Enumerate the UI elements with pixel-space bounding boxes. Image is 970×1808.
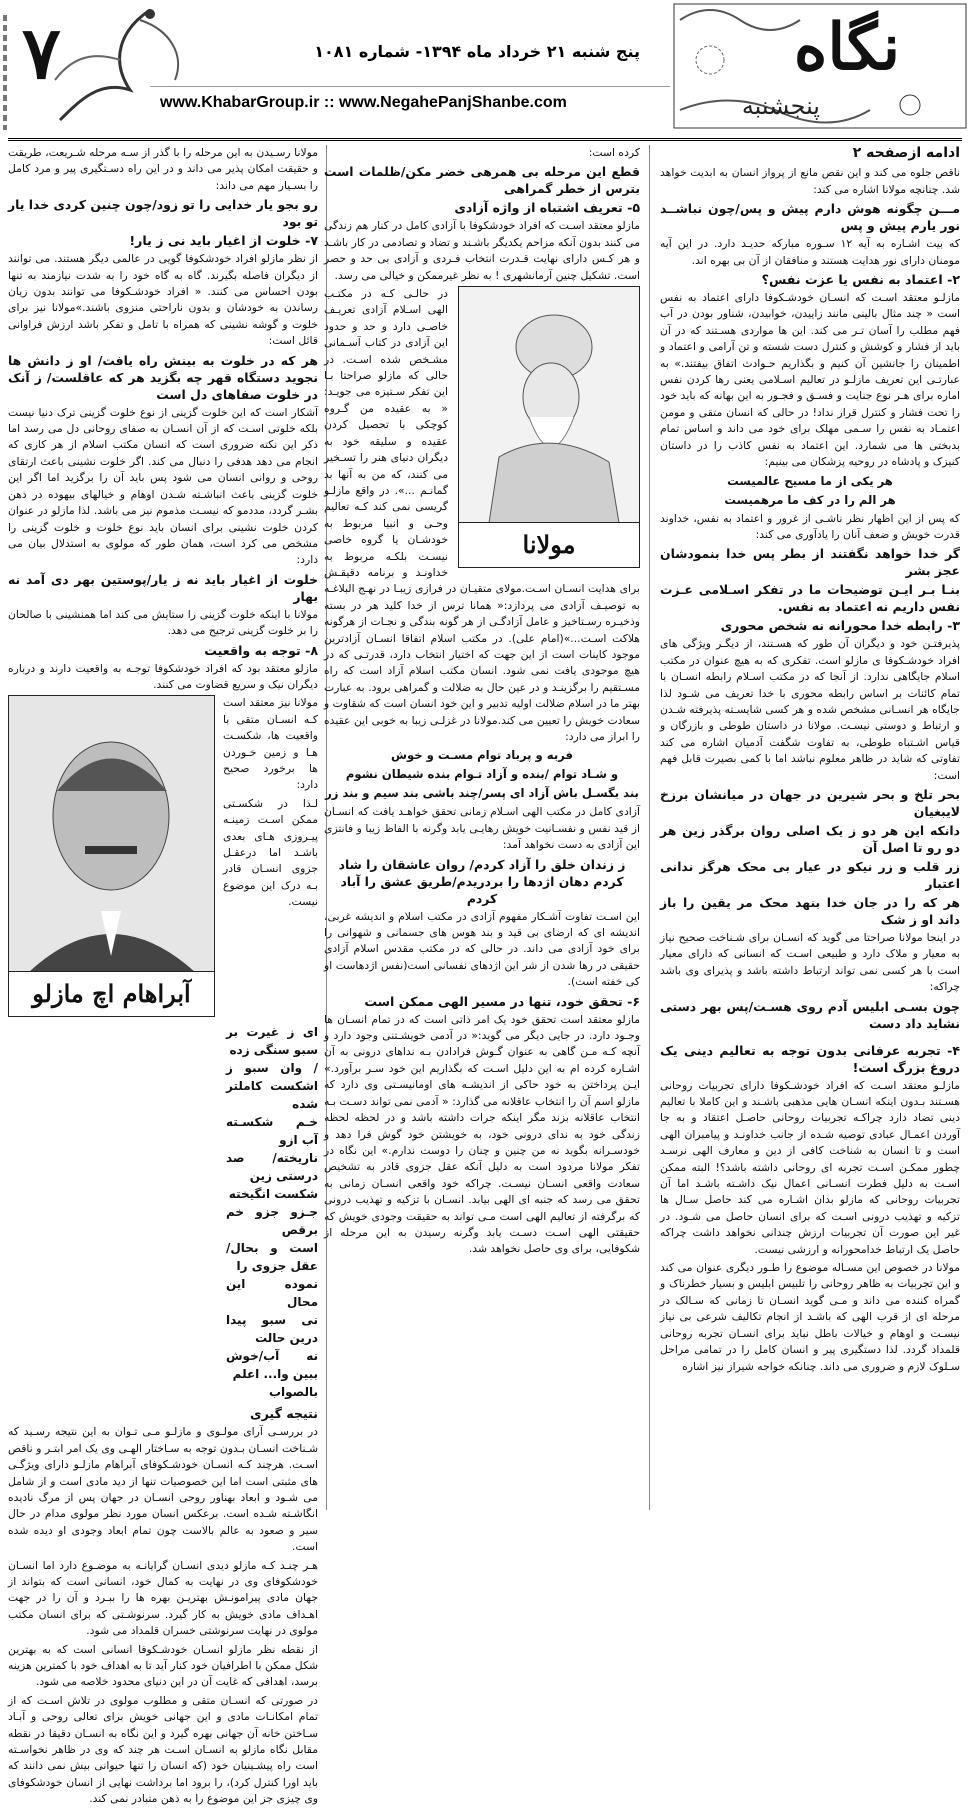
paragraph: مولانا نیز معتقد است کـه انسـان متقی با واقعیت ها، شکسـت هـا و زمین خـوردن ها برخورد صحیح دارد: xyxy=(223,696,318,792)
verse: رو بجو یار خدایی را تو زود/چون چنین کردی خدا یار تو بود xyxy=(8,197,318,230)
verse-line: خـم شکسـته آب ازو xyxy=(226,1115,318,1148)
section-heading: ۵- تعریف اشتباه از واژه آزادی xyxy=(454,200,640,216)
page-number: ۷ xyxy=(22,10,61,95)
column-left xyxy=(8,145,318,1806)
verse-line: نموده این محال xyxy=(226,1277,318,1310)
paragraph: مازلو معتقد است تحقق خود یک امر ذاتی است که در تمام انسـان ها وجـود دارد. در جایی دیگر می گوید:« در آدمی خویشـتنی وجود دارد و آنچه کـه مـن گاهی به عنوان گـوش فرادادن بـه نداهای درونی به آن اشـاره کرده ام به این دلیل اسـت که بگذاریم این خود سـر برآورد.» ایـن پرداختن به خود حاکی از اندیشـه های اومانیسـتی وی دارد که مازلو اسم آن را انتخاب عاقلانه می گذارد: « آدمی نمی تواند دسـت بـه انتخاب عاقلانه بزند مگر اینکه جرات داشته باشد و در لحظه لحظه زندگی خود به ندای درونی خود، به خویشتن خود گوش فرا دهد و خودسـرانه بگوید نه من چنین و چنان را دوست ندارم.» این نگاه در تفکر مولانا مردود است به دلیل آنکه عقل جزوی قادر به تشخیص سعادت واقعی انسـان نیسـت. چراکه خود واقعی انسـان زمانی به تحقق می رسد که جنبه ای الهی بیابد. انسـان با تزکیه و تهذیب درونی که برگرفته از تعالیم الهی است مـی تواند به حقیقت وجودی خویش که حقیقتی الهی اسـت دسـت یابد وگرنه رسیدن به این مرحله از شکوفایی، برای وی حاصل نخواهد شد. xyxy=(324,1012,640,1256)
paragraph: در اینجا مولانا صراحتا می گوید که انسـان برای شـناخت صحیح نیاز به معیار و ملاک دارد و طبیعی اسـت که انسانی که دارای معیار است با هر کسی نمی تواند ارتباط داشته باشد و پذیرای وی باشد چراکه: xyxy=(660,930,960,994)
paragraph: مولانا رسـیدن به این مرحله را با گذر از سـه مرحله شـریعت، طریقت و حقیقت امکان پذیر می داند و در این راه دسـتگیری پیر و مرد کامل را بسـیار مهم می داند: xyxy=(8,146,318,192)
paragraph: در صورتی که انسـان متقی و مطلوب مولوی در تلاش اسـت که از تمام امکانـات مادی و این جهانی خویش برای تعالی روحی و آبـاد سـاختن خانه آن جهانی بهره گیرد و این نگاه به انسـان دقیقا در نقطه مقابل نگاه مازلو به انسـان اسـت هر چند که وی در ظاهر نخواسـته است راه پیشـینیان خود (که انسان را تنها حیوانی بیش نمی دانند که باید اورا کنترل کرد)، را برود اما برداشت نهایی از انسان خودشکوفای وی چیزی جز این موضوع را به ذهن متبادر نمی کند. xyxy=(8,1693,318,1806)
verse: هر که در خلوت به بینش راه یافت/ او ز دانش ها نجوید دستگاه قهر چه بگزید هر که عاقلست/ ز آنک در خلوت صفاهای دل است xyxy=(8,352,318,402)
section-heading: نتیجه گیری xyxy=(250,1406,318,1422)
masthead-divider xyxy=(8,138,962,141)
paragraph: در حالـی کـه در مکتـب الهی اسـلام آزادی تعریـف خاصـی دارد و حد و حدود این آزادی در کتاب آسـمانی مشـخص شده اسـت. در حالی که مازلو صراحتا بـا این تفکر سـتیزه می جویـد: « به عقیده من گـروه کوچکی با تحصیل کردن عقیده و سلیقه خود به دیگران دنیای هنر را تسـخیر می کنند، که من به آنها بد گمانـم ...». در واقع مازلـو گریسی نمی کند کـه تعالیم وحـی و انبیا مربوط به خودشـان یا گروه خاصی نیسـت بلکـه مربوط به خداونـد و برنامه دقیقـش برای هدایت انسـان اسـت.مولای متقیـان در فرازی زیبـا در نهـج البلاغـه به توصیـف آزادی می پردازد:« همانا ترس از خدا کلید هر در بسته وذخیـره رسـتاخیز و عامل آزادگـی از هر گونه بندگی و نجـات از هرگونه هلاکت اسـت...»(امام علی). در مکتب اسلام اتفاقا انسـان آزادترین موجود کاینات است از این جهت که اختیار انتخاب دارد، قدرتـی که در هیچ موجودی یافت نمی شود. انسان مکتب اسلام آزاد است که راه مسـتقیم را برگزینـد و در عین حال به ضلالت و گمراهی برود. به عبارت بهتر ما در اسلام ضلالت اولیه تدبیر و این خود انسان است که شقاوت و سعادت خویش را تعیین می کند.مولانا در غزلـی زیبا به خوبی این عقیده را ابراز می دارد: xyxy=(324,287,640,743)
verse-line: نه آب/خوش ببین وا... اعلم xyxy=(226,1349,318,1382)
paragraph: مازلو معتقد اسـت که افراد خودشکوفا با آزادی کامل در کنار هم زندگی می کنند بدون آنکه مزاحم یکدیگر باشـند و تضاد و تصادمی در کار باشـد و هر کـس دارای نهایت قـدرت انتخاب فـردی و آزادی بی حد و حصر است. تشکیل چنین آرمانشهری ! به نظر غیرممکن و خیالی می رسد. xyxy=(324,219,640,282)
paragraph: هـر چنـد کـه مازلو دیدی انسـان گرایانـه به موضـوع دارد اما انسـان خودشکوفای وی در نهایت به کمال خود، انسانی است که بتواند از جهان مادی پیرامونـش بهتریـن بهره ها را ببـرد و آن را در جهت اهـداف مادی خویش به کار گیرد. سرنوشـتی که برای انسان مکتب مولوی در نهایت سرنوشتی خسران قلمداد می شود. xyxy=(8,1558,318,1638)
logo-wordmark: نگاه xyxy=(793,10,900,85)
verse: بند بگسـل باش آزاد ای پسر/چند باشی بند سیم و بند زر xyxy=(325,786,639,801)
paragraph: این اسـت تفاوت آشـکار مفهوم آزادی در مکتب اسلام و اندیشه غربی، اندیشه ای که ارضای بی قید و بند هوس های جسمانی و شهوانی را برای خود آزادی می داند. در حالی که در مکتب مقدس اسلام آزادی حقیقی در رها شدن از شر این اژدهای نفسانی است(نفس اژدهاست او کی خفته است). xyxy=(324,909,640,989)
portrait-photo xyxy=(9,696,214,1016)
verse-line: جـزو جزو خم برقص xyxy=(226,1205,318,1238)
verse-line: ناریخته/ صد درستی زین xyxy=(226,1151,318,1184)
section-heading: ۴- تجربه عرفانی بدون توجه به تعالیم دینی یک دروغ بزرگ است! xyxy=(660,1042,960,1075)
verse-line: است و بحال/عقل جزوی را xyxy=(226,1241,318,1274)
paragraph: مازلو معتقد بود که افراد خودشکوفا توجـه به واقعیت دارند و درباره دیگران نیک و سریع قضاوت می کنند. xyxy=(8,661,318,691)
issue-dateline: پنج شنبه ۲۱ خرداد ماه ۱۳۹۴- شماره ۱۰۸۱ xyxy=(314,42,640,61)
verse-block xyxy=(226,1023,318,1401)
paragraph: لـذا در شکسـتی ممکن اسـت زمینـه پیـروزی هـای بعدی باشـد اما درعقـل جزوی انسـان قادر بـه درک این موضوع نیست. xyxy=(223,796,318,909)
column-right xyxy=(660,145,960,1513)
website-urls[interactable]: www.KhabarGroup.ir :: www.NegahePanjShanbe.com xyxy=(160,94,567,111)
section-heading: ۳- رابطه خدا محورانه نه شخص محوری xyxy=(720,618,960,634)
verse: بحر تلخ و بحر شیرین در جهان در میانشان برزخ لایبغیان xyxy=(660,786,960,819)
logo xyxy=(670,0,970,132)
paragraph: مولانا در خصوص این مسـاله موضوع را طـور دیگری عنوان می کند و این تجربیات به ظاهر روحانی را تلبیس ابلیس و بسیار خطرناک و گمراه کننده می داند و مـی گوید انسـان تا زمانی که سـالک در مرحله ای از قرب الهی که باشـد از انجام تکالیف شرعی بی نیاز نیسـت و اوهام و خیالات باطل نباید برای انسـان تجربه روحانی قلمداد گردد. لذا دستگیری پیر و انسان کامل را در تمامی مراحل سـلوک لازم و ضروری می داند. چنانکه خواجه شیراز نیز اشاره xyxy=(660,1261,960,1373)
paragraph: پذیرفتـن خود و دیگران آن طور که هسـتند، از دیگـر ویژگی های افراد خودشـکوفا ی مازلو است. تفکری که به هیچ عنوان در مکتب اسلام جایگاهی ندارد. از آنجا که در مکتب اسـلام رابطه انسـان با تمام کائنات بر اساس رابطه محوری با خدا تعریف می شـود لذا جایگاه هر انسـانی مشخص شده و هر کسی شایسـته پذیرفته شـدن و ارتباط و دوستی نیسـت. مولانا در داستان طوطی و بازرگان و قیاس اشـتباه طوطی، به تفاوت شگفت آدمیان اشاره می کند تفاوتی که شاید در ظاهر معلوم نباشد اما با کمی بصیرت قابل فهم است: xyxy=(660,637,960,782)
paragraph: مازلـو معتقد اسـت که انسـان خودشـکوفا دارای اعتماد به نفس است « چند مثال بالینی مانند زاییدن، خوابیدن، شناور بودن در آب فهم مطلب را آسان تـر می کند. این ها مواردی هسـتند که در آن باید از فشار و کوشش و کنترل دست شسته و تن آرامی و اعتماد و اطمینان را جانشین آن کنیم و بگذاریم حـوادث اتفاق بیفتند.» به عبارتـی این تعریف مازلـو در تعالیم اسـلامی یعنی رها کردن نفس اماره برای هـر نوع جنایت و فسـق و فجـور به این بهانه که باید خود را تحت فشار و کنترل قرار نداد! در حالی که انسان متقی و مومن اعتمـاد به نفس را سـمی مهلک برای خود می داند و اساس تمام بدبختی ها می شمارد. این اعتماد به نفس کاذب را در داستان کنیزک و پادشاه در روحیه پزشکان می بینیم: xyxy=(660,291,960,469)
verse: چون بسـی ابلیس آدم روی هسـت/پس بهر دستی نشاید داد دست xyxy=(660,998,960,1031)
verse: هر که را در جان خدا بنهد محک مر یقین را باز داند او ز شک xyxy=(660,894,960,927)
paragraph: آزادی کامل در مکتب الهی اسـلام زمانی تحقق خواهـد یافت که انسـان از قید نفس و نفسـانیت خویش رهایـی یابد وگرنه با الفاظ زیبا و فانتزی این آزادی به دست نخواهد آمد: xyxy=(324,805,640,852)
paragraph: ناقص جلوه می کند و این نقص مانع از پرواز انسان به ابدیت خواهد شد. چنانچه مولانا اشاره می کند: xyxy=(660,166,960,196)
mowlana-portrait xyxy=(458,286,640,568)
verse: هر یکی از ما مسیح عالمیست xyxy=(727,473,893,488)
column-middle xyxy=(324,145,640,1513)
section-heading: ۲- اعتماد به نفس یا عزت نفس؟ xyxy=(761,272,960,288)
verse: هر الم را در کف ما مرهمیست xyxy=(724,492,896,507)
paragraph: از نقطه نظر مازلو انسـان خودشـکوفا انسانی است که به بهترین شکل ممکن با اطرافیان خود کنار آید تا به اهداف خود با کمترین هزینه برسد، اهدافی که غایت آن در این دنیای محدود خلاصه می شود. xyxy=(8,1642,318,1689)
photo-caption: آبراهام اچ مازلو xyxy=(9,971,214,1016)
verse: قطع این مرحله بی همرهی خضر مکن/ظلمات است بترس از خطر گمراهی xyxy=(324,164,640,197)
paragraph: آشکار است که این خلوت گزینی از نوع خلوت گزینی ترک دنیا نیست بلکه خلوتی اسـت که از آن انسـان به صفای روحانی دل می رسد اما ذکر این نکته ضروری است که انسان مکتب اسلام از هر کاری که انجام می دهد هدفی را دنبال می کند. اگر خلوت نشینی باعث ارتقای روحی و روانی انسان می شود پس باید آن را برگزید اما اگر این خلوت گزینی باعث انباشـته شـدن اوهام و خیالهای بیهوده در ذهن بشـر گردد، مددمو که نیسـت مذموم نیز می باشد. لذا مازلو در عنوان کردن خلوت نشینی برای انسان باید نوع خلوت و خلوت گزینی را مشخص می کرد است، همان طور که مولوی به استدلال بیان می دارد: xyxy=(8,405,318,567)
continuation-title: ادامه ازصفحه ۲ xyxy=(852,145,960,161)
header-rule xyxy=(150,86,670,87)
paragraph: در بررسـی آرای مولـوی و مازلـو مـی تـوان به این نتیجه رسـید که شـناخت انسـان بـدون توجه به سـاختار الهـی وی یک امر ابتـر و ناقص اسـت. هرچند کـه انسـان خودشـکوفای آبراهام مازلـو دارای ویژگـی های مثبتی است اما این خصوصیات تنها از دید مادی است و از شامل می شـود و ابعاد بهناور روحی انسـان در جهان پس از مرگ نادیده انگاشـته شـده است. برعکس انسان مورد نظر مولوی مدام در حال سیر و صعود به عالم بالاست چون تمام ابعاد وجودی او دیده شده است. xyxy=(8,1425,318,1554)
paragraph: مولانا با اینکه خلوت گزینی را ستایش می کند اما همنشینی با صالحان را بر خلوت گزینی ترجیح می دهد. xyxy=(8,607,318,638)
section-heading: ۶- تحقق خود، تنها در مسیر الهی ممکن است xyxy=(364,993,640,1009)
paragraph: کرده است: xyxy=(588,146,640,159)
section-heading: ۸- توجه به واقعیت xyxy=(204,642,318,658)
maslow-portrait xyxy=(8,695,215,1017)
verse: خلوت از اغیار باید نه ز یار/پوستین بهر دی آمد نه بهار xyxy=(8,571,318,604)
section-heading: ۷- خلوت از اغیار باید نی ز یار! xyxy=(129,233,318,249)
verse: و شـاد توام /بنده و آزاد تـوام بنده شیطان نشوم xyxy=(345,767,619,782)
paragraph: از نظر مازلو افراد خودشکوفا گویی در عالمی دیگر هستند. می توانند از دیگران فاصله بگیرند. گاه به گاه خود را به شدت نیازمند به تنها بودن احساس می کنند. « افراد خودشـکوفا می توانند بدون زیان رساندن به خودشان و بدون ناراحتی منزوی باشند.»مولانا نیز برای خلوت و گوشه نشینی که همراه با تامل و تفکر باشد ارزش فراوانی قائل است: xyxy=(8,252,318,348)
verse-line: شکست انگیخته xyxy=(228,1187,318,1202)
paragraph: که بیت اشـاره به آیه ۱۲ سـوره مبارکه حدیـد دارد. در این آیه مومنان دارای نور هدایت هستند و منافقان از آن بی بهره اند. xyxy=(660,237,960,267)
verse-line: بالصواب xyxy=(268,1385,318,1400)
verse-line: نی سبو پیدا درین حالت xyxy=(226,1313,318,1346)
verse: مـــن چگونه هوش دارم پیش و پس/چون نباشــد نور یارم پیش و پس xyxy=(660,201,960,234)
logo-subtitle: پنجشنبه xyxy=(741,92,820,120)
verse: دانکه این هر دو ز یک اصلی روان برگذر زین هر دو رو تا اصل آن xyxy=(660,822,960,855)
paragraph: که پس از این اظهار نظر ناشـی از غرور و اعتماد به نفس، خداوند قدرت خویش و ضعف آنان را یادآوری می کند: xyxy=(660,511,960,541)
verse: ز زندان خلق را آزاد کردم/ روان عاشقان را شاد کردم دهان اژدها را بردریدم/طریق عشق را آباد کردم xyxy=(338,856,626,906)
verse-line: ای ز غیرت بر سبو سنگی زده xyxy=(226,1025,318,1058)
paragraph: بنـا بـر ایـن توضیحات ما در تفکر اسـلامی عـزت نفس داریم نه اعتماد به نفس. xyxy=(660,582,960,615)
verse: فربه و پرباد توام مسـت و خوش xyxy=(391,748,573,763)
verse-line: / وان سبو ز اشکست کاملتر شده xyxy=(226,1061,318,1112)
paragraph: مازلـو معتقد اسـت که افراد خودشـکوفا دارای تجربیات روحانی هسـتند بـدون اینکه انسـان هایی مذهبی باشـند و این کاملا با تعالیم دینی تضاد دارد چراکـه تجربیات روحانی حاصـل اعتقاد و به جا آوردن اعمـال عبادی توصیه شـده از جانب خداونـد و پیامبران الهی است و تا انسان به شناخت کافی از دین و معارف الهی نرسـد چطور ممکـن اسـت تجربه ای روحانی داشته باشد؟! البته ممکن اسـت به دلیل فطرت انسـانی اعمال نیک داشـته باشـد اما آن تجربیات روحانی که مازلو بدان اشـاره می کند حاصل سـال ها تزکیه و تهذیب درونی اسـت که برای انسان حاصل می شـود. در غیر این صورت آن تجربیات ارزش چندانی نخواهد داشت چراکه حاصل یک ارتباط خدامحورانه و ارزشی نیست. xyxy=(660,1078,960,1256)
photo-caption: مولانا xyxy=(459,522,639,567)
verse: گر خدا خواهد نگفتند از بطر پس خدا بنمودشان عجز بشر xyxy=(660,546,960,579)
column-divider xyxy=(649,145,650,1510)
verse: زر قلب و زر نیکو در عیار بی محک هرگز ندانی اعتبار xyxy=(660,858,960,891)
masthead xyxy=(0,0,970,140)
